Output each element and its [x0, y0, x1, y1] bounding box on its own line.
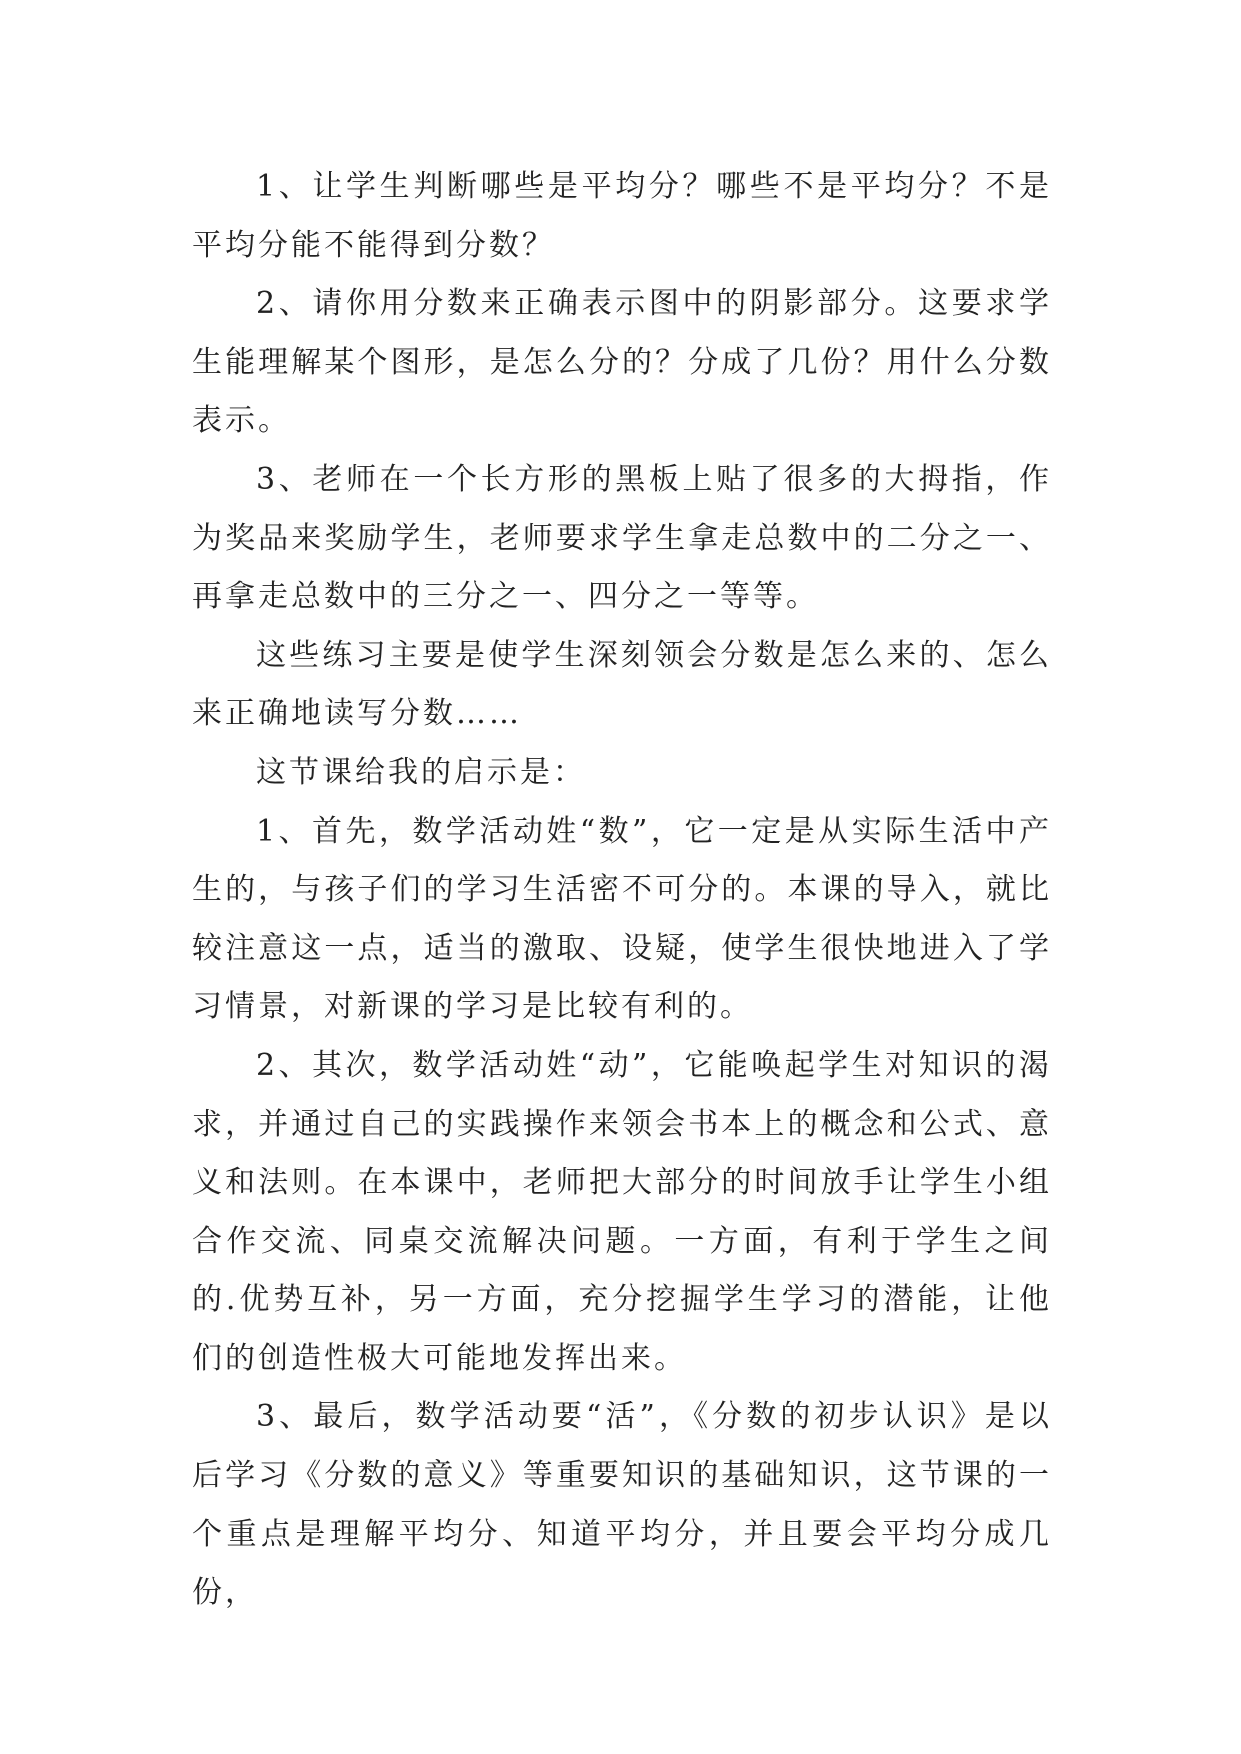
paragraph-insight-2: 2、其次，数学活动姓“动”，它能唤起学生对知识的渴求，并通过自己的实践操作来领会书本上的概念和公式、意义和法则。在本课中，老师把大部分的时间放手让学生小组合作交流、同桌交流解决问题。一方面，有利于学生之间的.优势互补，另一方面，充分挖掘学生学习的潜能，让他们的创造性极大可能地发挥出来。: [192, 1047, 1052, 1376]
document-body: [192, 158, 1052, 1623]
paragraph-insight-1: 1、首先，数学活动姓“数”，它一定是从实际生活中产生的，与孩子们的学习生活密不可分的。本课的导入，就比较注意这一点，适当的激取、设疑，使学生很快地进入了学习情景，对新课的学习是比较有利的。: [192, 813, 1052, 1025]
paragraph-insight-3: 3、最后，数学活动要“活”，《分数的初步认识》是以后学习《分数的意义》等重要知识的基础知识，这节课的一个重点是理解平均分、知道平均分，并且要会平均分成几份，: [192, 1399, 1052, 1611]
paragraph-exercise-2: 2、请你用分数来正确表示图中的阴影部分。这要求学生能理解某个图形，是怎么分的？分成了几份？用什么分数表示。: [192, 286, 1052, 439]
paragraph-exercise-1: 1、让学生判断哪些是平均分？哪些不是平均分？不是平均分能不能得到分数？: [192, 169, 1052, 263]
paragraph-exercise-summary: 这些练习主要是使学生深刻领会分数是怎么来的、怎么来正确地读写分数……: [192, 637, 1052, 732]
paragraph-exercise-3: 3、老师在一个长方形的黑板上贴了很多的大拇指，作为奖品来奖励学生，老师要求学生拿走总数中的二分之一、再拿走总数中的三分之一、四分之一等等。: [192, 461, 1052, 615]
paragraph-insight-heading: 这节课给我的启示是：: [256, 754, 586, 790]
